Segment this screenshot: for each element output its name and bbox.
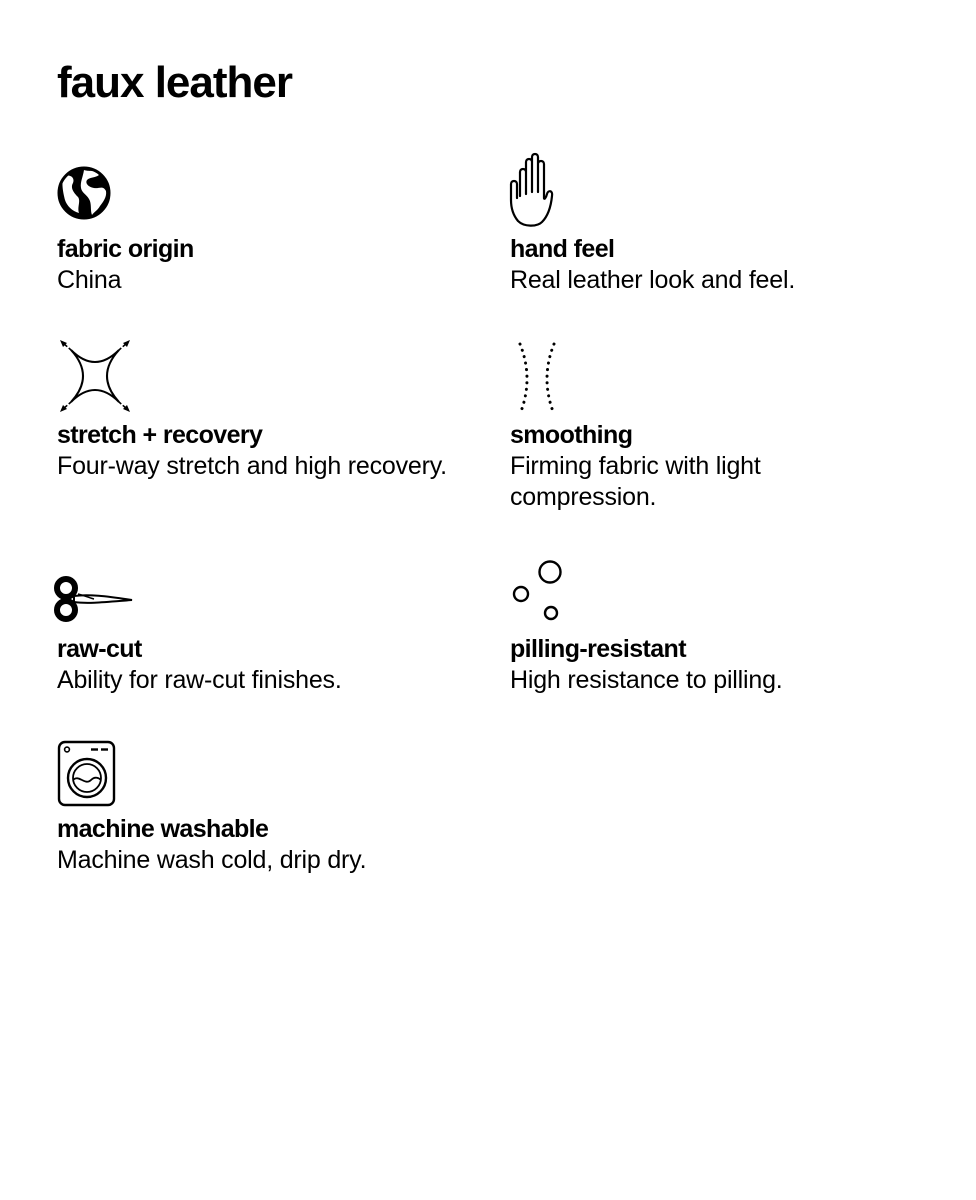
feature-label: fabric origin bbox=[57, 235, 194, 263]
four-way-stretch-icon bbox=[57, 340, 133, 414]
feature-stretch-recovery bbox=[57, 340, 477, 492]
washing-machine-icon bbox=[57, 740, 117, 808]
scissors-icon bbox=[50, 574, 134, 626]
feature-label: smoothing bbox=[510, 421, 633, 449]
feature-label: stretch + recovery bbox=[57, 421, 263, 449]
feature-label: raw-cut bbox=[57, 635, 142, 663]
feature-label: pilling-resistant bbox=[510, 635, 686, 663]
feature-smoothing bbox=[510, 340, 930, 520]
feature-description: Four-way stretch and high recovery. bbox=[57, 452, 447, 480]
smoothing-icon bbox=[510, 340, 562, 418]
feature-description: Real leather look and feel. bbox=[510, 266, 796, 294]
feature-hand-feel bbox=[510, 154, 930, 306]
feature-description: China bbox=[57, 266, 122, 294]
feature-description: High resistance to pilling. bbox=[510, 666, 783, 694]
hand-icon bbox=[510, 154, 552, 228]
feature-description: Ability for raw-cut finishes. bbox=[57, 666, 342, 694]
feature-description: Firming fabric with light compression. bbox=[510, 452, 761, 511]
feature-raw-cut bbox=[50, 574, 470, 704]
bubbles-icon bbox=[510, 558, 570, 624]
feature-label: machine washable bbox=[57, 815, 269, 843]
feature-pilling-resistant bbox=[510, 558, 930, 704]
feature-description: Machine wash cold, drip dry. bbox=[57, 846, 367, 874]
page-title: faux leather bbox=[57, 58, 292, 107]
feature-label: hand feel bbox=[510, 235, 615, 263]
feature-machine-washable bbox=[57, 740, 477, 885]
globe-icon bbox=[57, 166, 111, 220]
feature-fabric-origin bbox=[57, 166, 477, 306]
